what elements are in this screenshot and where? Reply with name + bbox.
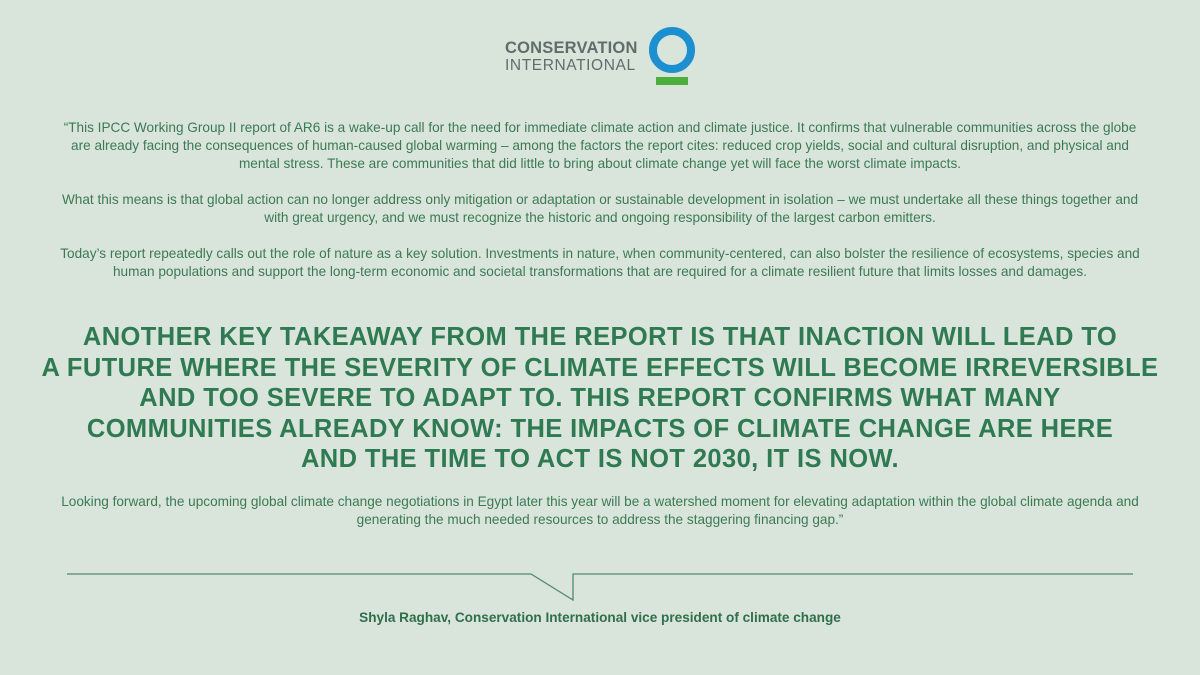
logo-wordmark [505,40,638,74]
quote-paragraph-3: Today’s report repeatedly calls out the role of nature as a key solution. Investments in nature, when community-centered, can also bolster the resilience of ecosystems, species and human populations and support the long-term economic and societal transformations that are required for a climate resilient future that limits losses and damages. [60,246,1140,279]
ci-ring-logo-icon [647,26,697,88]
quote-paragraph-4: Looking forward, the upcoming global climate change negotiations in Egypt later this year will be a watershed moment for elevating adaptation within the global climate agenda and generating the much needed resources to address the staggering financing gap.” [61,494,1139,527]
headline-line: COMMUNITIES ALREADY KNOW: THE IMPACTS OF CLIMATE CHANGE ARE HERE [86,414,1114,443]
quote-paragraph-1: “This IPCC Working Group II report of AR6 is a wake-up call for the need for immediate climate action and climate justice. It confirms that vulnerable communities across the globe are already facing the consequences of human-caused global warming – among the factors the report cites: reduced crop yields, social and cultural disruption, and physical and mental stress. These are communities that did little to bring about climate change yet will face the worst climate impacts. [63,120,1137,171]
conservation-international-logo [505,26,700,88]
quote-paragraph-2: What this means is that global action can no longer address only mitigation or adaptation or sustainable development in isolation – we must undertake all these things together and with great urgency, and we must recognize the historic and ongoing responsibility of the largest carbon emitters. [61,192,1139,225]
headline-line: A FUTURE WHERE THE SEVERITY OF CLIMATE EFFECTS WILL BECOME IRREVERSIBLE [41,353,1159,382]
headline-line: AND THE TIME TO ACT IS NOT 2030, IT IS NOW. [300,445,900,473]
headline-line: AND TOO SEVERE TO ADAPT TO. THIS REPORT CONFIRMS WHAT MANY [139,384,1061,412]
quote-attribution: Shyla Raghav, Conservation International vice president of climate change [359,610,841,625]
logo-line-international: INTERNATIONAL [505,57,636,74]
pull-quote-headline [40,322,1160,475]
logo-line-conservation: CONSERVATION [505,39,638,57]
headline-line: ANOTHER KEY TAKEAWAY FROM THE REPORT IS THAT INACTION WILL LEAD TO [82,323,1118,351]
